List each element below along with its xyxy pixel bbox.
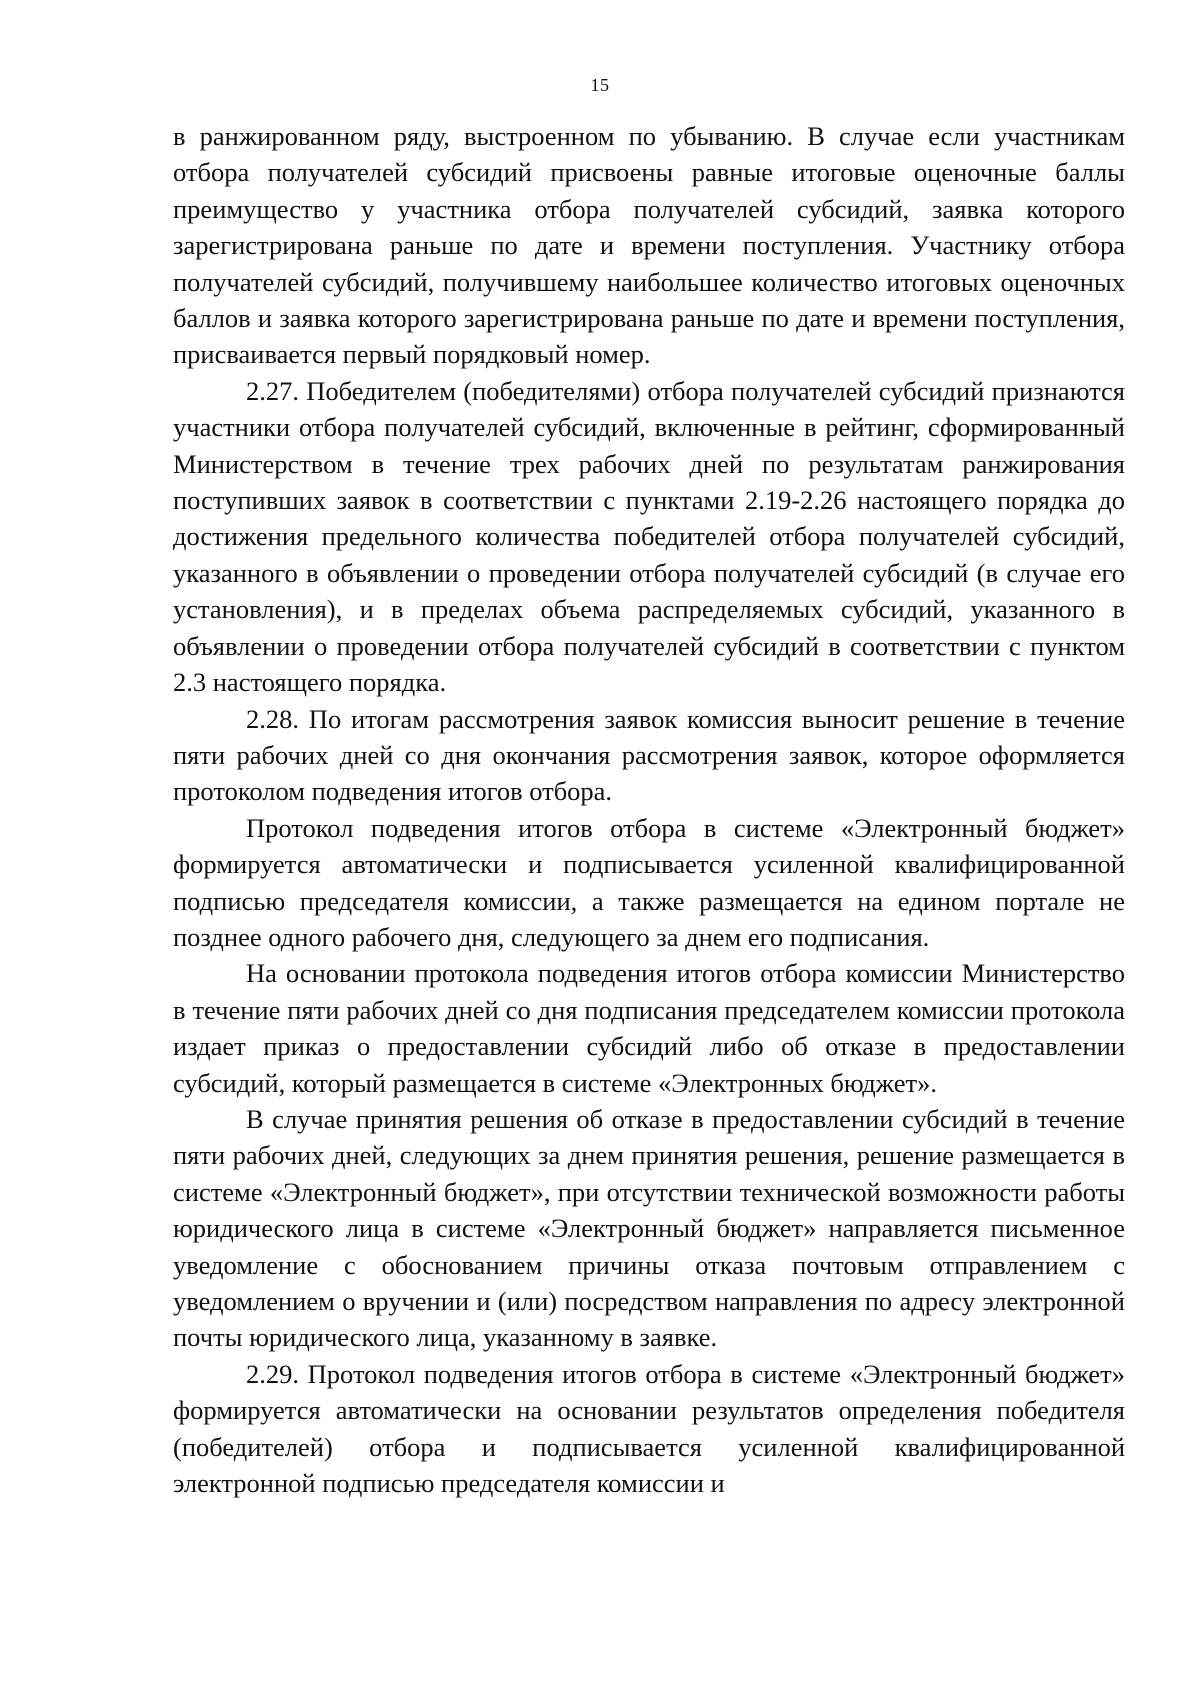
document-body xyxy=(173,118,1125,1501)
paragraph-2-28: 2.28. По итогам рассмотрения заявок комиссия выносит решение в течение пяти рабочих дней со дня окончания рассмотрения заявок, которое оформляется протоколом подведения итогов отбора. xyxy=(173,703,1125,807)
paragraph-continuation: в ранжированном ряду, выстроенном по убыванию. В случае если участникам отбора получателей субсидий присвоены равные итоговые оценочные баллы преимущество у участника отбора получателей субсидий, заявка которого зарегистрирована раньше по дате и времени поступления. Участнику отбора получателей субсидий, получившему наибольшее количество итоговых оценочных баллов и заявка которого зарегистрирована раньше по дате и времени поступления, присваивается первый порядковый номер. xyxy=(173,121,1125,370)
paragraph-2-29: 2.29. Протокол подведения итогов отбора в системе «Электронный бюджет» формируется автоматически на основании результатов определения победителя (победителей) отбора и подписывается усиленной квалифицированной электронной подписью председателя комиссии и xyxy=(173,1358,1125,1499)
paragraph-2-27: 2.27. Победителем (победителями) отбора получателей субсидий признаются участники отбора получателей субсидий, включенные в рейтинг, сформированный Министерством в течение трех рабочих дней по результатам ранжирования поступивших заявок в соответствии с пунктами 2.19-2.26 настоящего порядка до достижения предельного количества победителей отбора получателей субсидий, указанного в объявлении о проведении отбора получателей субсидий (в случае его установления), и в пределах объема распределяемых субсидий, указанного в объявлении о проведении отбора получателей субсидий в соответствии с пунктом 2.3 настоящего порядка. xyxy=(173,375,1125,698)
paragraph-refusal-notice: В случае принятия решения об отказе в предоставлении субсидий в течение пяти рабочих дней, следующих за днем принятия решения, решение размещается в системе «Электронный бюджет», при отсутствии технической возможности работы юридического лица в системе «Электронный бюджет» направляется письменное уведомление с обоснованием причины отказа почтовым отправлением с уведомлением о вручении и (или) посредством направления по адресу электронной почты юридического лица, указанному в заявке. xyxy=(173,1103,1125,1353)
paragraph-protocol-formation: Протокол подведения итогов отбора в системе «Электронный бюджет» формируется автоматически и подписывается усиленной квалифицированной подписью председателя комиссии, а также размещается на едином портале не позднее одного рабочего дня, следующего за днем его подписания. xyxy=(173,812,1125,952)
page-number: 15 xyxy=(590,75,610,95)
paragraph-ministry-order: На основании протокола подведения итогов отбора комиссии Министерство в течение пяти рабочих дней со дня подписания председателем комиссии протокола издает приказ о предоставлении субсидий либо об отказе в предоставлении субсидий, который размещается в системе «Электронных бюджет». xyxy=(173,958,1125,1098)
